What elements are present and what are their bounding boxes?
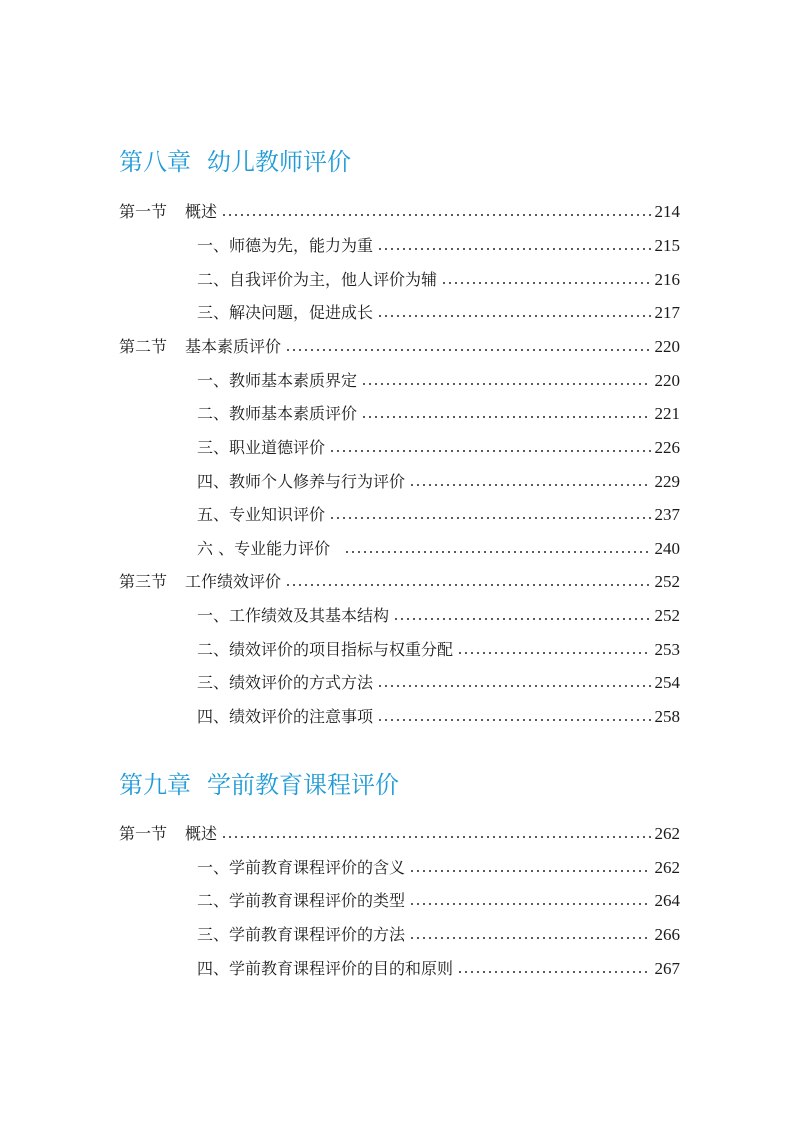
dot-leader	[377, 685, 650, 687]
section-title: 概述	[185, 824, 218, 843]
item-label: 六 、专业能力评价	[197, 539, 331, 558]
chapter-title: 学前教育课程评价	[207, 771, 399, 799]
dot-leader	[377, 315, 650, 317]
toc-item-row[interactable]	[197, 599, 680, 633]
dot-leader	[361, 383, 650, 385]
item-label: 三、学前教育课程评价的方法	[197, 925, 406, 944]
item-label: 四、绩效评价的注意事项	[197, 707, 374, 726]
section-title: 基本素质评价	[185, 337, 282, 356]
page-number: 220	[654, 337, 680, 356]
item-label: 三、解决问题，促进成长	[197, 303, 374, 322]
toc-item-row[interactable]	[197, 633, 680, 667]
dot-leader	[457, 652, 650, 654]
page-number: 258	[654, 707, 680, 726]
dot-leader	[457, 971, 650, 973]
page-number: 254	[654, 673, 680, 692]
chapter-number: 第八章	[119, 148, 191, 176]
toc-section-row[interactable]	[119, 195, 680, 229]
dot-leader	[409, 484, 650, 486]
item-label: 五、专业知识评价	[197, 505, 326, 524]
page-number: 267	[654, 959, 680, 978]
toc-item-row[interactable]	[197, 296, 680, 330]
page-number: 252	[654, 572, 680, 591]
chapter-heading	[119, 147, 351, 177]
item-label: 三、职业道德评价	[197, 438, 326, 457]
page-number: 253	[654, 640, 680, 659]
page-number: 262	[654, 824, 680, 843]
item-label: 一、师德为先，能力为重	[197, 236, 374, 255]
toc-item-row[interactable]	[197, 229, 680, 263]
section-title: 概述	[185, 202, 218, 221]
toc-item-row[interactable]	[197, 397, 680, 431]
toc-item-row[interactable]	[197, 884, 680, 918]
item-label: 一、工作绩效及其基本结构	[197, 606, 390, 625]
chapter-heading	[119, 770, 399, 800]
page-number: 266	[654, 925, 680, 944]
toc-item-row[interactable]	[197, 431, 680, 465]
toc-item-row[interactable]	[197, 364, 680, 398]
section-number: 第三节	[119, 572, 168, 591]
dot-leader	[441, 282, 650, 284]
page-number: 214	[654, 202, 680, 221]
toc-section-row[interactable]	[119, 817, 680, 851]
item-label: 四、学前教育课程评价的目的和原则	[197, 959, 454, 978]
page-number: 215	[654, 236, 680, 255]
page-number: 226	[654, 438, 680, 457]
section-number: 第二节	[119, 337, 168, 356]
dot-leader	[409, 903, 650, 905]
dot-leader	[285, 584, 650, 586]
page-number: 237	[654, 505, 680, 524]
dot-leader	[329, 450, 650, 452]
page-number: 240	[654, 539, 680, 558]
dot-leader	[361, 416, 650, 418]
item-label: 二、学前教育课程评价的类型	[197, 891, 406, 910]
dot-leader	[285, 349, 650, 351]
item-label: 二、自我评价为主，他人评价为辅	[197, 270, 438, 289]
toc-item-row[interactable]	[197, 263, 680, 297]
dot-leader	[377, 248, 650, 250]
page-number: 262	[654, 858, 680, 877]
item-label: 二、教师基本素质评价	[197, 404, 358, 423]
item-label: 一、学前教育课程评价的含义	[197, 858, 406, 877]
dot-leader	[344, 551, 650, 553]
toc-item-row[interactable]	[197, 666, 680, 700]
page-number: 252	[654, 606, 680, 625]
item-label: 二、绩效评价的项目指标与权重分配	[197, 640, 454, 659]
chapter-number: 第九章	[119, 771, 191, 799]
toc-item-row[interactable]	[197, 918, 680, 952]
page-number: 216	[654, 270, 680, 289]
toc-item-row[interactable]	[197, 465, 680, 499]
dot-leader	[221, 836, 650, 838]
page-number: 217	[654, 303, 680, 322]
item-label: 三、绩效评价的方式方法	[197, 673, 374, 692]
toc-section-row[interactable]	[119, 565, 680, 599]
page-number: 221	[654, 404, 680, 423]
page-number: 220	[654, 371, 680, 390]
toc-item-row[interactable]	[197, 700, 680, 734]
page-number: 229	[654, 472, 680, 491]
section-title: 工作绩效评价	[185, 572, 282, 591]
section-number: 第一节	[119, 824, 168, 843]
chapter-title: 幼儿教师评价	[207, 148, 351, 176]
toc-item-row[interactable]	[197, 532, 680, 566]
dot-leader	[377, 719, 650, 721]
dot-leader	[221, 214, 650, 216]
item-label: 一、教师基本素质界定	[197, 371, 358, 390]
item-label: 四、教师个人修养与行为评价	[197, 472, 406, 491]
toc-section-row[interactable]	[119, 330, 680, 364]
dot-leader	[409, 937, 650, 939]
toc-item-row[interactable]	[197, 952, 680, 986]
dot-leader	[409, 870, 650, 872]
toc-item-row[interactable]	[197, 498, 680, 532]
dot-leader	[393, 618, 650, 620]
section-number: 第一节	[119, 202, 168, 221]
dot-leader	[329, 517, 650, 519]
toc-item-row[interactable]	[197, 851, 680, 885]
page-number: 264	[654, 891, 680, 910]
